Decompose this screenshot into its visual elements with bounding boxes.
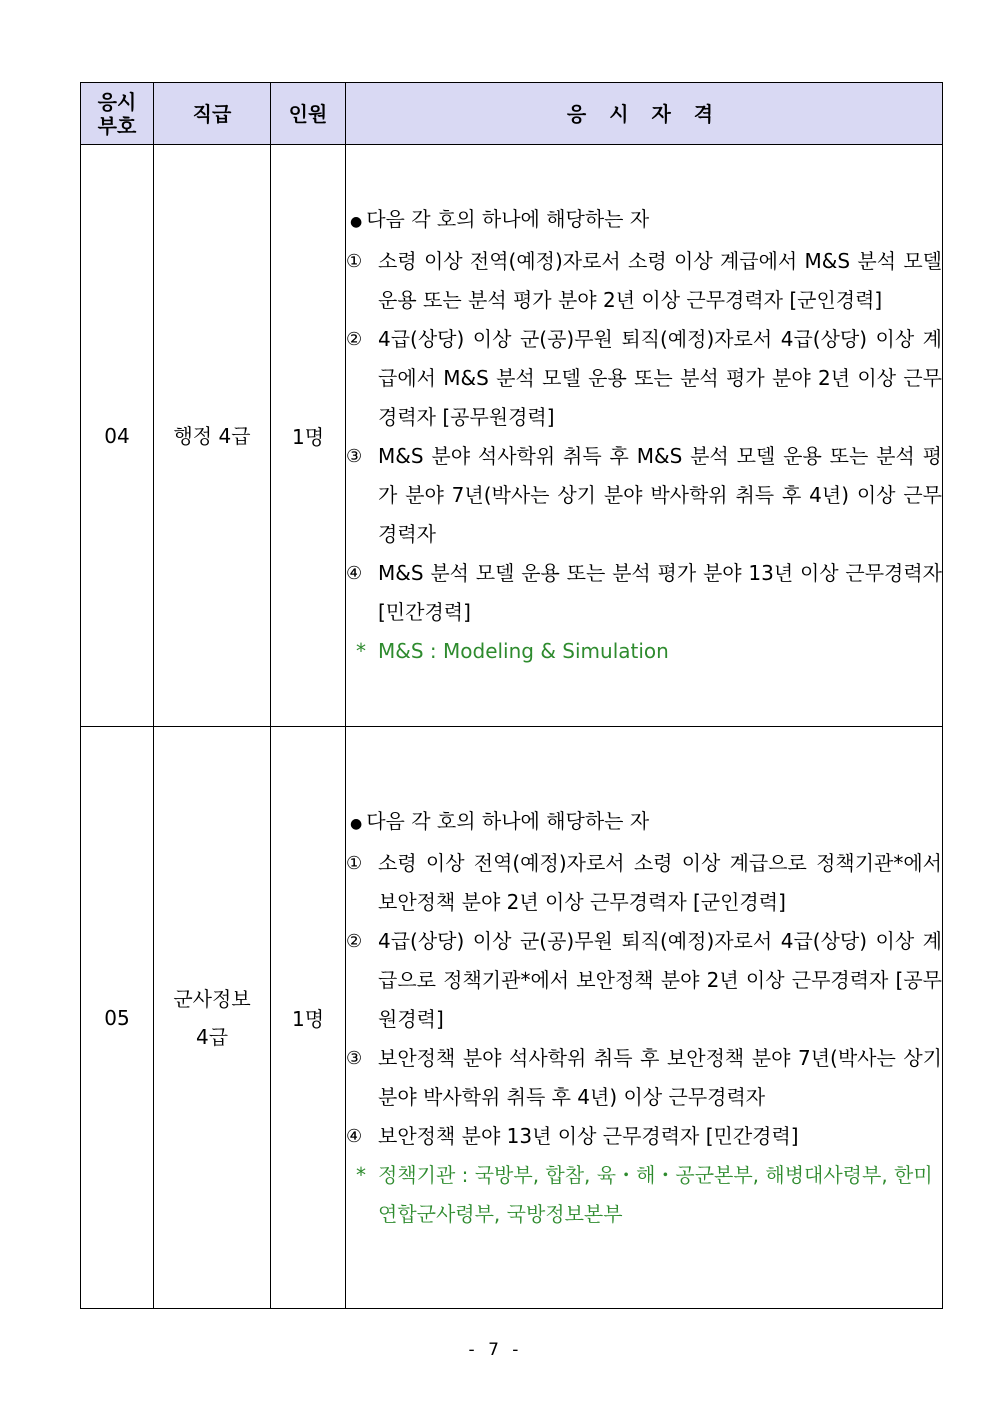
header-grade: 직급 [154, 83, 271, 145]
qualification-item [346, 1039, 942, 1117]
item-mark: ④ [346, 1125, 363, 1147]
qualification-table [80, 82, 943, 1309]
note-mark: * [356, 639, 366, 663]
table-row [81, 145, 943, 727]
item-mark: ② [346, 329, 363, 350]
header-number: 응시 부호 [81, 83, 154, 145]
item-text: 소령 이상 전역(예정)자로서 소령 이상 계급으로 정책기관*에서 보안정책 분야 2년 이상 근무경력자 [군인경력] [378, 850, 942, 914]
bullet-icon: ● [350, 815, 363, 832]
qualification-item [346, 242, 942, 320]
qualification-intro [350, 802, 942, 844]
row-qualification [346, 145, 943, 727]
qualification-item [346, 1117, 942, 1156]
row-number: 04 [81, 145, 154, 727]
intro-text: 다음 각 호의 하나에 해당하는 자 [366, 207, 650, 231]
item-mark: ① [346, 852, 363, 874]
qualification-item [346, 320, 942, 437]
header-count: 인원 [271, 83, 346, 145]
note-mark: * [356, 1162, 366, 1187]
item-mark: ③ [346, 446, 363, 467]
row-grade: 행정 4급 [154, 145, 271, 727]
item-mark: ② [346, 930, 363, 952]
row-count: 1명 [271, 145, 346, 727]
qualification-item [346, 844, 942, 922]
item-text: 보안정책 분야 석사학위 취득 후 보안정책 분야 7년(박사는 상기 분야 박사학위 취득 후 4년) 이상 근무경력자 [378, 1045, 942, 1109]
qualification-item [346, 922, 942, 1039]
bullet-icon: ● [350, 214, 363, 230]
item-text: 4급(상당) 이상 군(공)무원 퇴직(예정)자로서 4급(상당) 이상 계급에서 M&S 분석 모델 운용 또는 분석 평가 분야 2년 이상 근무경력자 [공무원경력] [378, 327, 942, 429]
row-number: 05 [81, 727, 154, 1309]
note-text: M&S : Modeling & Simulation [378, 639, 669, 663]
intro-text: 다음 각 호의 하나에 해당하는 자 [366, 808, 650, 833]
row-qualification [346, 727, 943, 1309]
header-row [81, 83, 943, 145]
item-text: M&S 분석 모델 운용 또는 분석 평가 분야 13년 이상 근무경력자 [민간경력] [378, 561, 942, 624]
page-number: - 7 - [468, 1340, 523, 1360]
qualification-intro [350, 200, 942, 242]
qualification-item [346, 554, 942, 632]
item-mark: ④ [346, 563, 363, 584]
row-count: 1명 [271, 727, 346, 1309]
item-text: 보안정책 분야 13년 이상 근무경력자 [민간경력] [378, 1123, 799, 1148]
item-mark: ① [346, 251, 363, 272]
item-mark: ③ [346, 1047, 363, 1069]
qualification-item [346, 437, 942, 554]
row-grade: 군사정보 4급 [154, 727, 271, 1309]
note-text: 정책기관 : 국방부, 합참, 육・해・공군본부, 해병대사령부, 한미연합군사령부, 국방정보본부 [378, 1162, 933, 1226]
item-text: 4급(상당) 이상 군(공)무원 퇴직(예정)자로서 4급(상당) 이상 계급으로 정책기관*에서 보안정책 분야 2년 이상 근무경력자 [공무원경력] [378, 928, 942, 1031]
table-row [81, 727, 943, 1309]
qualification-note [346, 1156, 942, 1234]
item-text: 소령 이상 전역(예정)자로서 소령 이상 계급에서 M&S 분석 모델 운용 또는 분석 평가 분야 2년 이상 근무경력자 [군인경력] [378, 249, 942, 312]
qualification-note [346, 632, 942, 671]
item-text: M&S 분야 석사학위 취득 후 M&S 분석 모델 운용 또는 분석 평가 분야 7년(박사는 상기 분야 박사학위 취득 후 4년) 이상 근무경력자 [378, 444, 942, 546]
header-qualification: 응 시 자 격 [346, 83, 943, 145]
